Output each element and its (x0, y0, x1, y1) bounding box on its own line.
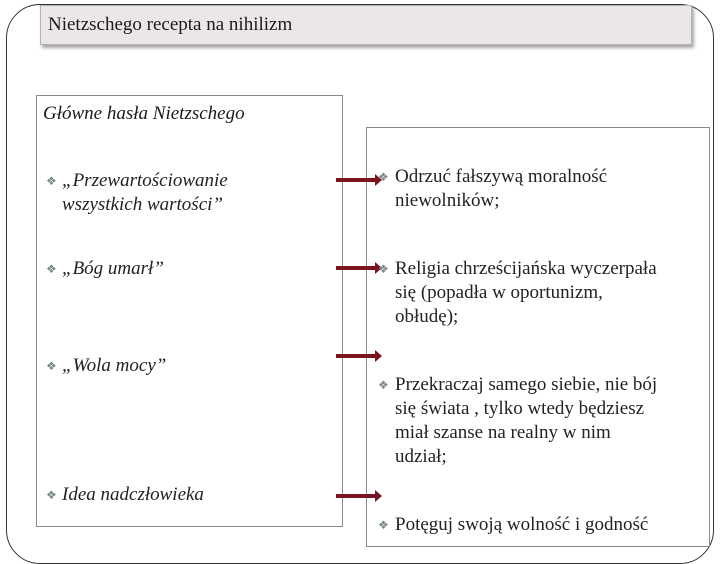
right-item-2-line2: się (popadła w oportunizm, (395, 282, 603, 303)
right-item-2 (395, 257, 657, 329)
bullet-icon: ❖ (378, 170, 389, 184)
bullet-icon: ❖ (46, 488, 57, 502)
left-heading: Główne hasła Nietzschego (43, 103, 245, 124)
right-item-1 (395, 165, 607, 213)
right-item-3-line2: się świata , tylko wtedy będziesz (395, 398, 645, 419)
bullet-icon: ❖ (46, 359, 57, 373)
bullet-icon: ❖ (378, 518, 389, 532)
right-item-4: Potęguj swoją wolność i godność (395, 514, 649, 535)
left-item-1-line2: wszystkich wartości” (62, 194, 223, 215)
bullet-icon: ❖ (46, 174, 57, 188)
left-item-3: „Wola mocy” (62, 355, 167, 376)
left-panel (36, 95, 343, 527)
arrow-right-icon (336, 354, 376, 358)
right-item-1-line1: Odrzuć fałszywą moralność (395, 166, 608, 187)
bullet-icon: ❖ (378, 262, 389, 276)
right-item-2-line1: Religia chrześcijańska wyczerpała (395, 258, 657, 279)
right-item-2-line3: obłudę); (395, 306, 459, 327)
slide-title: Nietzschego recepta na nihilizm (48, 14, 293, 35)
right-item-3-line3: miał szanse na realny w nim (395, 422, 611, 443)
arrow-right-icon (336, 178, 376, 182)
arrow-right-icon (336, 266, 376, 270)
arrow-right-icon (336, 494, 376, 498)
left-item-1 (62, 169, 228, 217)
left-item-4: Idea nadczłowieka (62, 484, 204, 505)
left-item-1-line1: „Przewartościowanie (62, 170, 228, 191)
right-item-3 (395, 373, 657, 469)
right-item-3-line1: Przekraczaj samego siebie, nie bój (395, 374, 658, 395)
bullet-icon: ❖ (46, 262, 57, 276)
right-item-3-line4: udział; (395, 446, 447, 467)
bullet-icon: ❖ (378, 378, 389, 392)
right-item-1-line2: niewolników; (395, 190, 500, 211)
left-item-2: „Bóg umarł” (62, 258, 164, 279)
